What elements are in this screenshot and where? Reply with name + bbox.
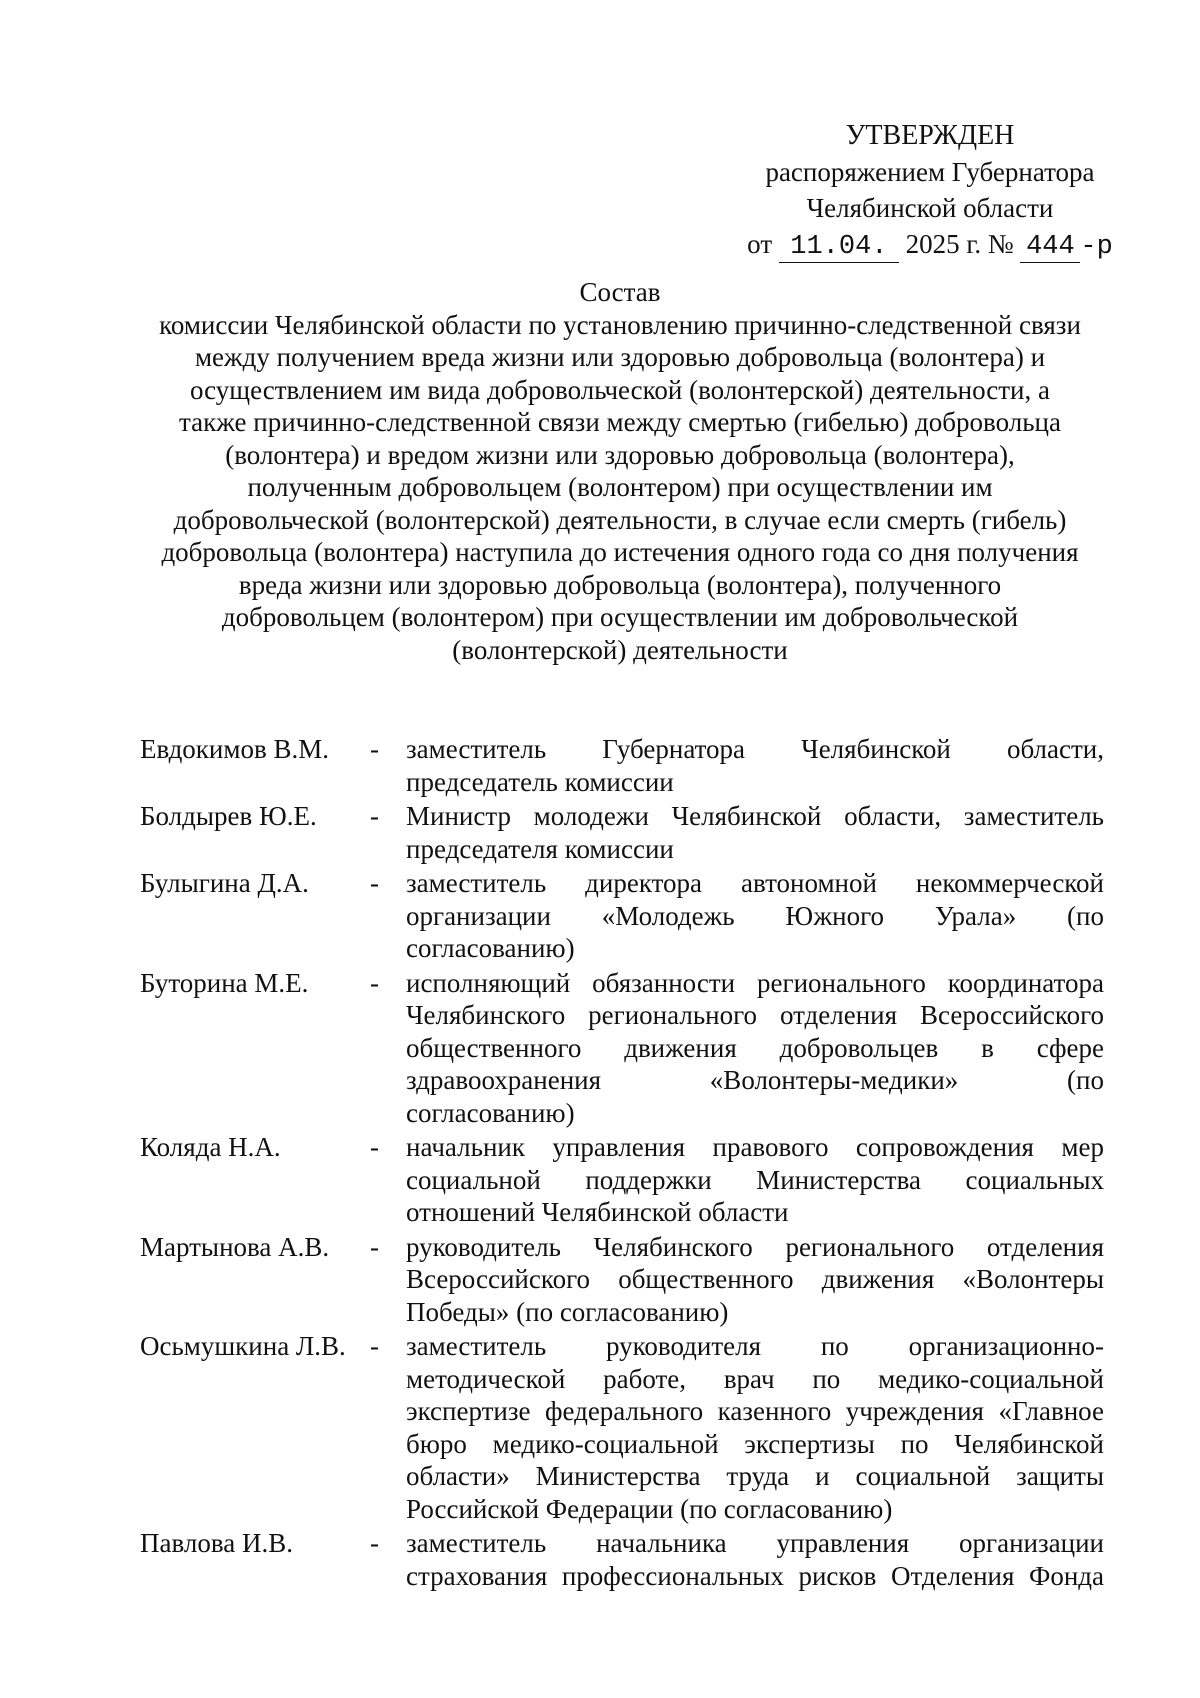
heading-line: полученным добровольцем (волонтером) при осуществлении им xyxy=(247,472,993,502)
approval-line-2: Челябинской области xyxy=(806,193,1054,223)
member-role-line: Победы» (по согласованию) xyxy=(406,1296,729,1327)
member-role xyxy=(406,1527,1104,1592)
document-heading xyxy=(120,276,1120,666)
member-dash: - xyxy=(370,868,379,898)
member-name: Буторина М.Е. xyxy=(140,967,309,998)
member-row xyxy=(140,1131,1104,1229)
member-role-line: заместитель Губернатора Челябинской области, xyxy=(406,734,1104,764)
member-role-line: заместитель директора автономной некоммерческой xyxy=(406,868,1104,898)
member-row xyxy=(140,800,1104,865)
member-role-line: области» Министерства труда и социальной защиты xyxy=(406,1461,1104,1491)
member-role-line: Всероссийского общественного движения «Волонтеры xyxy=(406,1264,1104,1294)
member-dash: - xyxy=(370,734,379,764)
member-role-line: согласованию) xyxy=(406,933,575,963)
member-row xyxy=(140,1527,1104,1592)
member-name: Булыгина Д.А. xyxy=(140,868,309,898)
member-role-line: исполняющий обязанности регионального координатора xyxy=(406,967,1104,998)
member-dash: - xyxy=(370,967,379,998)
heading-line: комиссии Челябинской области по установлению причинно-следственной связи xyxy=(159,309,1081,340)
heading-line: добровольца (волонтера) наступила до истечения одного года со дня получения xyxy=(161,537,1079,567)
member-role-line: заместитель начальника управления организации xyxy=(406,1528,1104,1558)
member-dash: - xyxy=(370,1132,379,1162)
member-role-line: общественного движения добровольцев в сфере xyxy=(406,1032,1104,1063)
member-role-line: социальной поддержки Министерства социальных xyxy=(406,1164,1104,1195)
members-list xyxy=(140,733,1104,1594)
member-name: Павлова И.В. xyxy=(140,1528,293,1558)
member-role-line: председателя комиссии xyxy=(406,833,674,864)
member-row xyxy=(140,733,1104,798)
heading-line: (волонтера) и вредом жизни или здоровью добровольца (волонтера), xyxy=(225,439,1015,470)
member-role-line: руководитель Челябинского регионального отделения xyxy=(406,1231,1104,1262)
member-dash: - xyxy=(370,1331,379,1361)
member-role-line: страхования профессиональных рисков Отделения Фонда xyxy=(406,1560,1104,1591)
heading-line: осуществлением им вида добровольческой (волонтерской) деятельности, а xyxy=(189,374,1050,405)
member-row xyxy=(140,967,1104,1130)
member-role-line: Челябинского регионального отделения Всероссийского xyxy=(406,1000,1104,1030)
member-row xyxy=(140,1330,1104,1525)
member-role-line: организации «Молодежь Южного Урала» (по xyxy=(406,900,1104,931)
heading-line: добровольческой (волонтерской) деятельности, в случае если смерть (гибель) xyxy=(173,504,1067,535)
member-row xyxy=(140,867,1104,965)
order-number-suffix: -р xyxy=(1080,232,1113,262)
approval-stamp xyxy=(730,118,1130,265)
approval-title: УТВЕРЖДЕН xyxy=(845,120,1015,151)
member-role xyxy=(406,1231,1104,1329)
member-role-line: Российской Федерации (по согласованию) xyxy=(406,1493,893,1524)
member-role xyxy=(406,967,1104,1130)
member-role xyxy=(406,733,1104,798)
member-dash: - xyxy=(370,801,379,831)
order-year: 2025 г. xyxy=(905,229,982,259)
order-number-sign: № xyxy=(987,229,1014,259)
member-role xyxy=(406,1131,1104,1229)
order-reference xyxy=(730,226,1130,265)
heading-line: (волонтерской) деятельности xyxy=(452,634,788,665)
member-name: Мартынова А.В. xyxy=(140,1231,330,1262)
member-role xyxy=(406,800,1104,865)
member-role-line: здравоохранения «Волонтеры-медики» (по xyxy=(406,1065,1104,1095)
member-name: Болдырев Ю.Е. xyxy=(140,801,317,831)
member-role-line: согласованию) xyxy=(406,1097,575,1128)
member-role xyxy=(406,1330,1104,1525)
member-role-line: начальник управления правового сопровождения мер xyxy=(406,1132,1104,1162)
member-name: Осьмушкина Л.В. xyxy=(140,1331,346,1361)
member-role-line: методической работе, врач по медико-социальной xyxy=(406,1363,1104,1394)
member-role-line: Министр молодежи Челябинской области, заместитель xyxy=(406,801,1104,831)
heading-line: вреда жизни или здоровью добровольца (волонтера), полученного xyxy=(238,569,1002,600)
member-dash: - xyxy=(370,1528,379,1558)
member-role-line: экспертизе федерального казенного учреждения «Главное xyxy=(406,1396,1104,1426)
heading-line: также причинно-следственной связи между смертью (гибелью) добровольца xyxy=(179,407,1061,437)
member-row xyxy=(140,1231,1104,1329)
member-dash: - xyxy=(370,1231,379,1262)
member-role xyxy=(406,867,1104,965)
heading-line: между получением вреда жизни или здоровью добровольца (волонтера) и xyxy=(194,342,1046,372)
approval-line-1: распоряжением Губернатора xyxy=(765,157,1095,187)
member-role-line: отношений Челябинской области xyxy=(406,1197,789,1227)
order-date: 11.04. xyxy=(779,232,899,263)
member-name: Евдокимов В.М. xyxy=(140,734,329,764)
member-role-line: председатель комиссии xyxy=(406,766,674,797)
member-name: Коляда Н.А. xyxy=(140,1132,281,1162)
heading-title: Состав xyxy=(579,277,661,307)
heading-line: добровольцем (волонтером) при осуществлении им добровольческой xyxy=(221,602,1019,632)
member-role-line: заместитель руководителя по организационно- xyxy=(406,1331,1104,1361)
order-from-word: от xyxy=(747,229,773,259)
order-number: 444 xyxy=(1020,232,1080,263)
member-role-line: бюро медико-социальной экспертизы по Челябинской xyxy=(406,1428,1104,1459)
